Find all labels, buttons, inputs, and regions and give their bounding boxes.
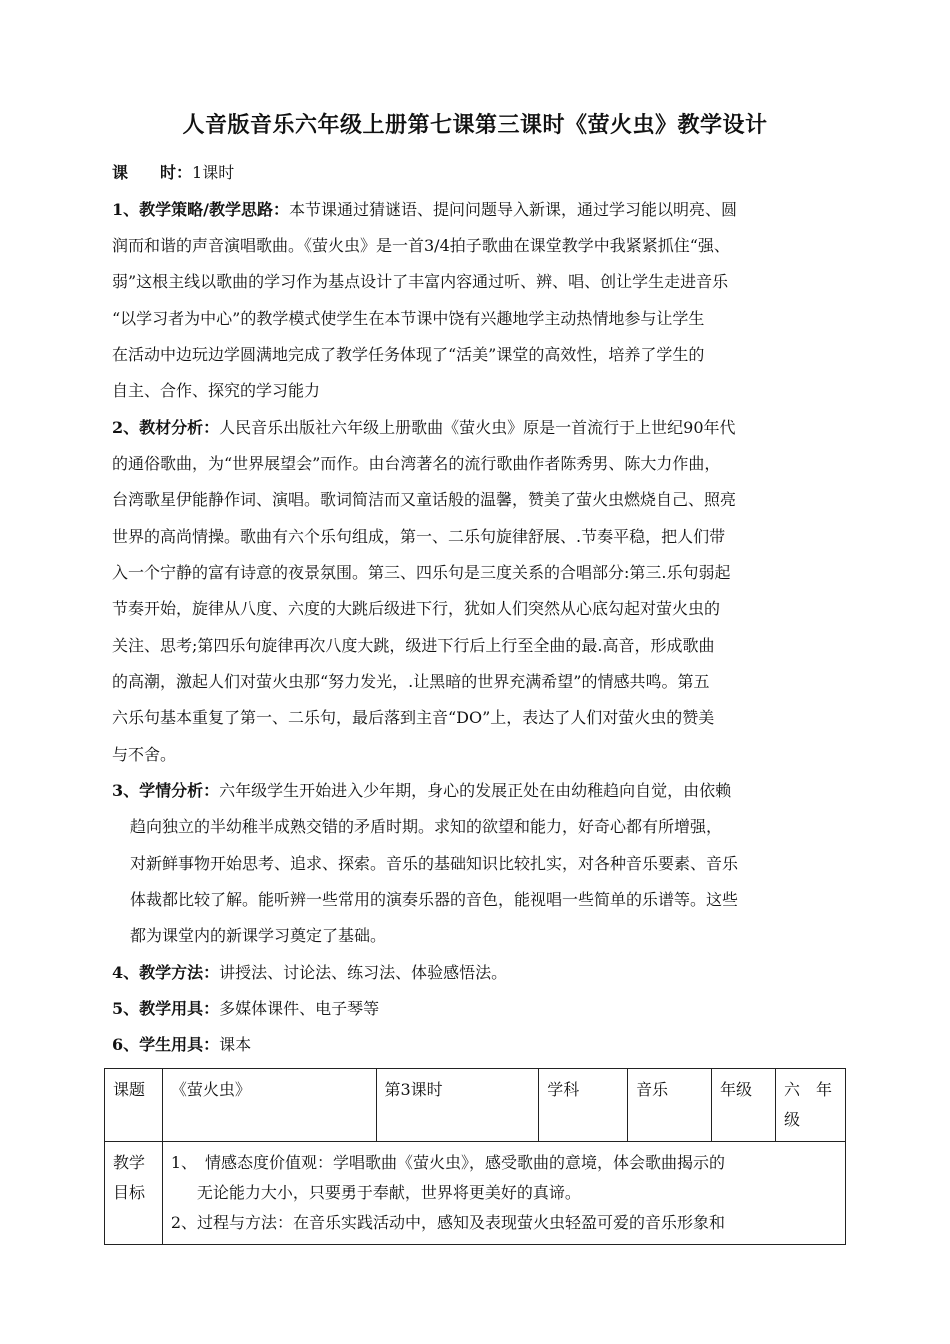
section-3-line-2: 趋向独立的半幼稚半成熟交错的矛盾时期。求知的欲望和能力，好奇心都有所增强，: [130, 817, 723, 836]
section-2-line-6: 节奏开始，旋律从八度、六度的大跳后级进下行，犹如人们突然从心底勾起对萤火虫的: [112, 599, 721, 618]
section-6-line: [112, 1033, 251, 1057]
section-1-heading: 1、教学策略/教学思路：: [112, 200, 289, 219]
section-1-line-5: 在活动中边玩边学圆满地完成了教学任务体现了“活美”课堂的高效性，培养了学生的: [112, 345, 705, 364]
section-4-line: [112, 961, 507, 985]
section-5-text: 多媒体课件、电子琴等: [219, 999, 380, 1018]
lesson-info-table: [104, 1068, 846, 1245]
table-cell-subject-label: 学科: [539, 1069, 628, 1142]
section-2-line-10: 与不舍。: [112, 745, 177, 764]
table-cell-goals-content: [162, 1142, 845, 1245]
section-1-line-2: 润而和谐的声音演唱歌曲。《萤火虫》是一首3/4拍子歌曲在课堂教学中我紧紧抓住“强、: [112, 236, 730, 255]
section-6-text: 课本: [219, 1035, 252, 1054]
section-3-line-3: 对新鲜事物开始思考、追求、探索。音乐的基础知识比较扎实，对各种音乐要素、音乐: [130, 854, 739, 873]
section-4-text: 讲授法、讨论法、练习法、体验感悟法。: [219, 963, 508, 982]
table-row: [105, 1069, 846, 1142]
section-2-line-8: 的高潮，激起人们对萤火虫那“努力发光，.让黑暗的世界充满希望”的情感共鸣。第五: [112, 672, 710, 691]
section-2-line-1: [112, 416, 736, 440]
section-5-line: [112, 997, 379, 1021]
section-2-line-9: 六乐句基本重复了第一、二乐句，最后落到主音“DO”上，表达了人们对萤火虫的赞美: [112, 708, 715, 727]
section-1-line-6: 自主、合作、探究的学习能力: [112, 381, 321, 400]
goal-1-line-2: 无论能力大小，只要勇于奉献，世界将更美好的真谛。: [196, 1183, 581, 1202]
section-2-line-5: 入一个宁静的富有诗意的夜景氛围。第三、四乐句是三度关系的合唱部分:第三.乐句弱起: [112, 563, 731, 582]
table-cell-grade-value: [775, 1069, 845, 1142]
section-2-line-3: 台湾歌星伊能静作词、演唱。歌词简洁而又童话般的温馨，赞美了萤火虫燃烧自己、照亮: [112, 490, 737, 509]
section-2-text: 人民音乐出版社六年级上册歌曲《萤火虫》原是一首流行于上世纪90年代: [219, 418, 736, 437]
section-4-heading: 4、教学方法：: [112, 963, 220, 982]
table-cell-topic-label: 课题: [105, 1069, 163, 1142]
table-cell-period: 第3课时: [376, 1069, 539, 1142]
section-2-line-2: 的通俗歌曲，为“世界展望会”而作。由台湾著名的流行歌曲作者陈秀男、陈大力作曲，: [112, 454, 721, 473]
section-1-text: 本节课通过猜谜语、提问问题导入新课，通过学习能以明亮、圆: [288, 200, 737, 219]
goals-label-line-1: 教学: [113, 1153, 146, 1172]
goal-1-line-1: 1、 情感态度价值观：学唱歌曲《萤火虫》，感受歌曲的意境，体会歌曲揭示的: [170, 1153, 725, 1172]
period-line: [112, 161, 234, 185]
table-cell-grade-label: 年级: [712, 1069, 776, 1142]
grade-value-line-1: 六 年: [783, 1080, 832, 1099]
section-1-line-1: [112, 198, 737, 222]
section-2-heading: 2、教材分析：: [112, 418, 220, 437]
table-cell-subject-value: 音乐: [628, 1069, 712, 1142]
section-1-line-4: “以学习者为中心”的教学模式使学生在本节课中饶有兴趣地学主动热情地参与让学生: [112, 309, 705, 328]
table-cell-goals-label: [105, 1142, 163, 1245]
section-3-heading: 3、学情分析：: [112, 781, 220, 800]
document-title: 人音版音乐六年级上册第七课第三课时《萤火虫》教学设计: [182, 112, 768, 138]
grade-value-line-2: 级: [783, 1110, 800, 1129]
goal-2-line-1: 2、过程与方法：在音乐实践活动中，感知及表现萤火虫轻盈可爱的音乐形象和: [170, 1213, 725, 1232]
period-label: 课 时：: [112, 163, 193, 182]
section-1-line-3: 弱”这根主线以歌曲的学习作为基点设计了丰富内容通过听、辨、唱、创让学生走进音乐: [112, 272, 729, 291]
section-5-heading: 5、教学用具：: [112, 999, 220, 1018]
period-value: 1课时: [192, 163, 235, 182]
goals-label-line-2: 目标: [113, 1183, 146, 1202]
section-3-line-5: 都为课堂内的新课学习奠定了基础。: [130, 926, 387, 945]
section-6-heading: 6、学生用具：: [112, 1035, 220, 1054]
table-cell-topic-value: 《萤火虫》: [162, 1069, 376, 1142]
section-2-line-4: 世界的高尚情操。歌曲有六个乐句组成，第一、二乐句旋律舒展、.节奏平稳，把人们带: [112, 527, 726, 546]
table-row: [105, 1142, 846, 1245]
section-3-text: 六年级学生开始进入少年期，身心的发展正处在由幼稚趋向自觉，由依赖: [219, 781, 732, 800]
section-3-line-1: [112, 779, 731, 803]
section-3-line-4: 体裁都比较了解。能听辨一些常用的演奏乐器的音色，能视唱一些简单的乐谱等。这些: [130, 890, 739, 909]
section-2-line-7: 关注、思考;第四乐句旋律再次八度大跳，级进下行后上行至全曲的最.高音，形成歌曲: [112, 636, 715, 655]
